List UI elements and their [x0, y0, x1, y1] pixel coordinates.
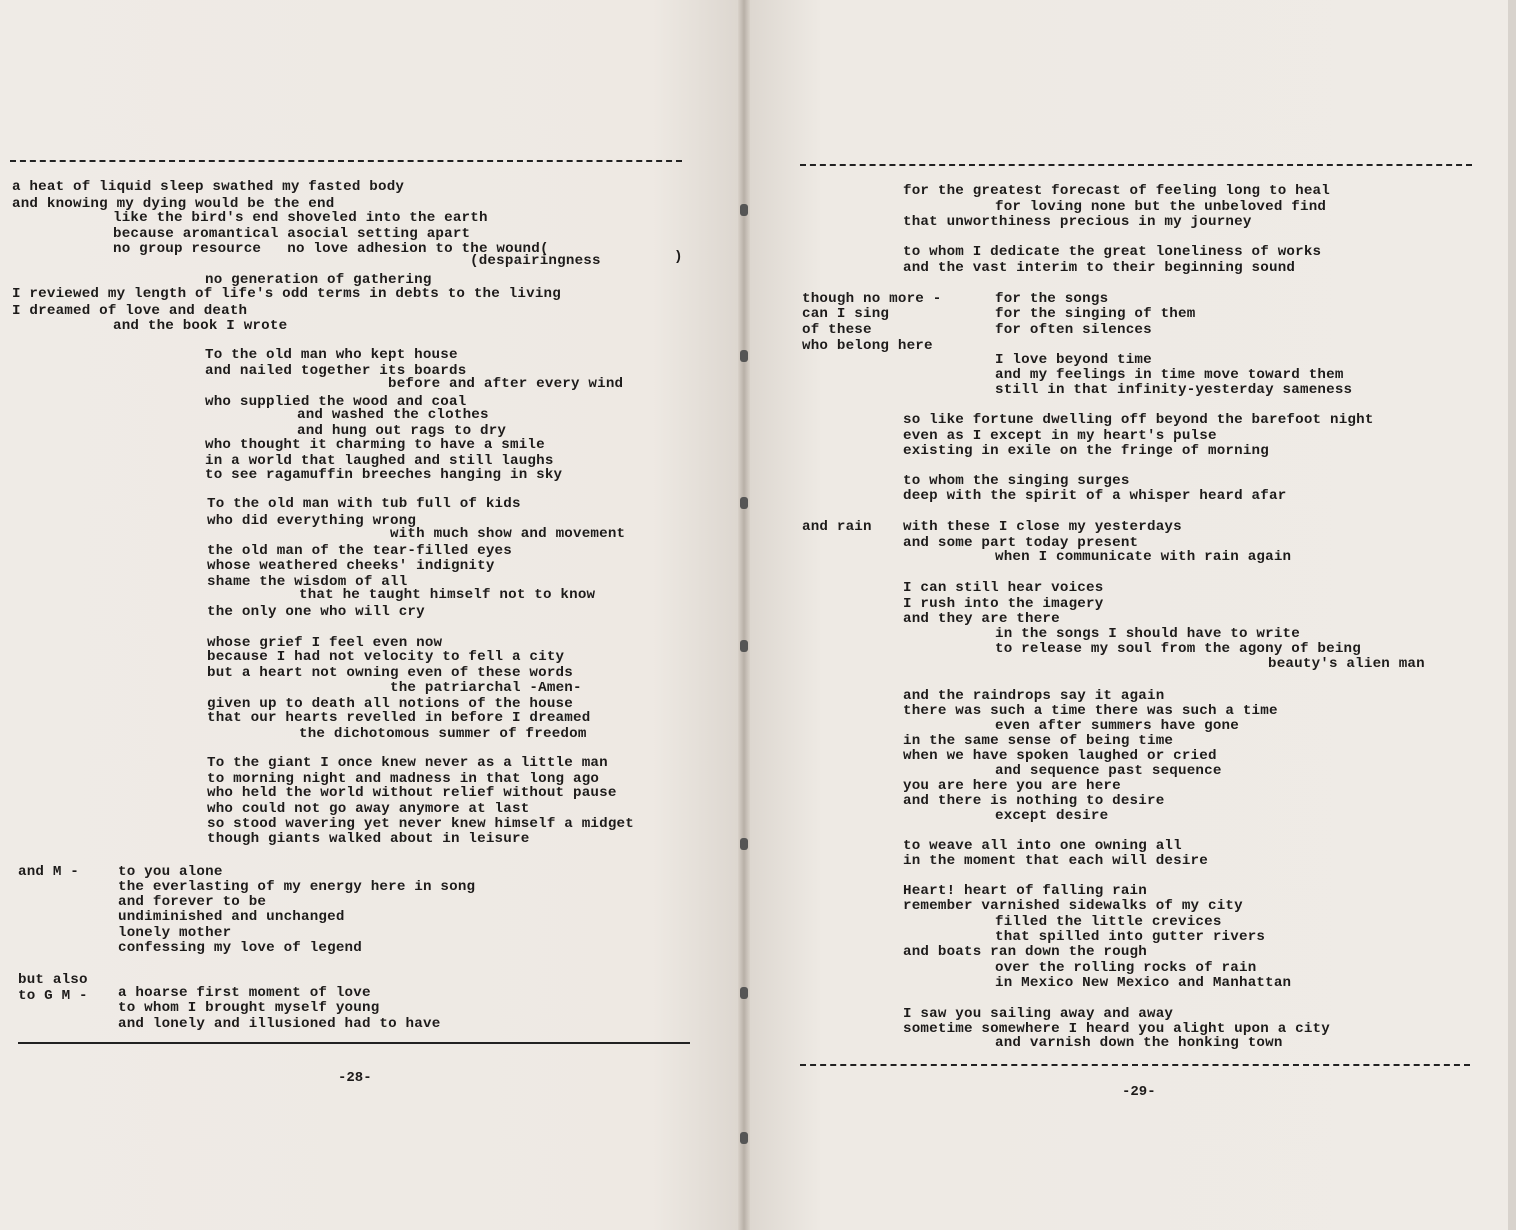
poem-line: that spilled into gutter rivers [995, 929, 1266, 945]
poem-line: but a heart not owning even of these words [207, 665, 573, 681]
poem-line: that our hearts revelled in before I dreamed [207, 710, 591, 726]
poem-line: for loving none but the unbeloved find [995, 199, 1327, 215]
poem-line: to whom the singing surges [903, 473, 1130, 489]
poem-line: I can still hear voices [903, 580, 1104, 596]
poem-line: because I had not velocity to fell a city [207, 649, 565, 665]
poem-line: I reviewed my length of life's odd terms in debts to the living [12, 286, 561, 302]
binding-stitch [740, 838, 748, 850]
poem-line: because aromantical asocial setting apart [113, 226, 471, 242]
poem-line: in the moment that each will desire [903, 853, 1208, 869]
poem-line: a heat of liquid sleep swathed my fasted body [12, 179, 405, 195]
poem-line: in the same sense of being time [903, 733, 1174, 749]
poem-line: deep with the spirit of a whisper heard afar [903, 488, 1287, 504]
poem-line: for the singing of them [995, 306, 1196, 322]
poem-line: To the old man with tub full of kids [207, 496, 521, 512]
poem-line: to weave all into one owning all [903, 838, 1182, 854]
poem-line: who could not go away anymore at last [207, 801, 530, 817]
poem-line: in a world that laughed and still laughs [205, 453, 554, 469]
poem-line: who belong here [802, 338, 933, 354]
poem-line: and boats ran down the rough [903, 944, 1147, 960]
poem-line: in the songs I should have to write [995, 626, 1300, 642]
poem-line: except desire [995, 808, 1109, 824]
poem-line: of these [802, 322, 872, 338]
page-edge [1508, 0, 1516, 1230]
poem-line: ) [674, 249, 683, 265]
poem-line: existing in exile on the fringe of morning [903, 443, 1269, 459]
poem-line: whose weathered cheeks' indignity [207, 558, 495, 574]
poem-line: before and after every wind [388, 376, 624, 392]
poem-line: and rain [802, 519, 872, 535]
page-number: -29- [1122, 1084, 1156, 1100]
poem-line: for often silences [995, 322, 1152, 338]
poem-line: over the rolling rocks of rain [995, 960, 1257, 976]
poem-line: and forever to be [118, 894, 267, 910]
poem-line: who supplied the wood and coal [205, 394, 467, 410]
poem-line: filled the little crevices [995, 914, 1222, 930]
dedication-label: and M - [18, 864, 79, 880]
poem-line: so like fortune dwelling off beyond the barefoot night [903, 412, 1374, 428]
poem-line: To the giant I once knew never as a little man [207, 755, 608, 771]
poem-line: I dreamed of love and death [12, 303, 248, 319]
poem-line: confessing my love of legend [118, 940, 362, 956]
poem-line: lonely mother [118, 925, 232, 941]
bottom-rule-left [18, 1042, 690, 1044]
poem-line: for the greatest forecast of feeling long to heal [903, 183, 1330, 199]
poem-line: the only one who will cry [207, 604, 425, 620]
poem-line: and my feelings in time move toward them [995, 367, 1344, 383]
poem-line: in Mexico New Mexico and Manhattan [995, 975, 1292, 991]
poem-line: like the bird's end shoveled into the earth [113, 210, 488, 226]
poem-line: Heart! heart of falling rain [903, 883, 1147, 899]
poem-line: sometime somewhere I heard you alight upon a city [903, 1021, 1330, 1037]
dedication-label: to G M - [18, 988, 88, 1004]
poem-line: no group resource no love adhesion to the wound( [113, 241, 549, 257]
bottom-rule-right [800, 1064, 1470, 1066]
binding-stitch [740, 987, 748, 999]
poem-line: to morning night and madness in that long ago [207, 771, 600, 787]
binding-stitch [740, 497, 748, 509]
poem-line: no generation of gathering [205, 272, 432, 288]
poem-line: I saw you sailing away and away [903, 1006, 1174, 1022]
poem-line: and the raindrops say it again [903, 688, 1165, 704]
poem-line: who thought it charming to have a smile [205, 437, 545, 453]
book-gutter [738, 0, 750, 1230]
poem-line: to you alone [118, 864, 223, 880]
poem-line: and nailed together its boards [205, 363, 467, 379]
poem-line: who held the world without relief without pause [207, 785, 617, 801]
poem-line: that unworthiness precious in my journey [903, 214, 1252, 230]
poem-line: with much show and movement [390, 526, 626, 542]
poem-line: the patriarchal -Amen- [390, 680, 582, 696]
poem-line: and sequence past sequence [995, 763, 1222, 779]
poem-line: the old man of the tear-filled eyes [207, 543, 512, 559]
poem-line: given up to death all notions of the house [207, 696, 573, 712]
poem-line: and the vast interim to their beginning sound [903, 260, 1296, 276]
poem-line: the everlasting of my energy here in song [118, 879, 476, 895]
poem-line: when I communicate with rain again [995, 549, 1292, 565]
poem-line: you are here you are here [903, 778, 1121, 794]
top-rule-right [800, 164, 1472, 166]
poem-line: remember varnished sidewalks of my city [903, 898, 1243, 914]
poem-line: to whom I dedicate the great loneliness of works [903, 244, 1322, 260]
poem-line: beauty's alien man [1268, 656, 1425, 672]
poem-line: for the songs [995, 291, 1109, 307]
poem-line: I love beyond time [995, 352, 1152, 368]
poem-line: I rush into the imagery [903, 596, 1104, 612]
poem-line: to whom I brought myself young [118, 1000, 380, 1016]
poem-line: still in that infinity-yesterday sameness [995, 382, 1353, 398]
binding-stitch [740, 1132, 748, 1144]
poem-line: and there is nothing to desire [903, 793, 1165, 809]
poem-line: a hoarse first moment of love [118, 985, 371, 1001]
poem-line: there was such a time there was such a time [903, 703, 1278, 719]
poem-line: who did everything wrong [207, 513, 417, 529]
poem-line: even as I except in my heart's pulse [903, 428, 1217, 444]
poem-line: so stood wavering yet never knew himself a midget [207, 816, 634, 832]
poem-line: the dichotomous summer of freedom [299, 726, 587, 742]
binding-stitch [740, 640, 748, 652]
poem-line: and washed the clothes [297, 407, 489, 423]
poem-line: to see ragamuffin breeches hanging in sky [205, 467, 563, 483]
poem-line: and lonely and illusioned had to have [118, 1016, 441, 1032]
poem-line: (despairingness [470, 253, 601, 269]
poem-line: and some part today present [903, 535, 1139, 551]
poem-line: undiminished and unchanged [118, 909, 345, 925]
poem-line: and varnish down the honking town [995, 1035, 1283, 1051]
poem-line: and knowing my dying would be the end [12, 196, 335, 212]
poem-line: shame the wisdom of all [207, 574, 408, 590]
dedication-label: but also [18, 972, 88, 988]
poem-line: to release my soul from the agony of being [995, 641, 1361, 657]
top-rule-left [10, 160, 682, 162]
binding-stitch [740, 204, 748, 216]
poem-line: that he taught himself not to know [299, 587, 596, 603]
binding-stitch [740, 350, 748, 362]
poem-line: with these I close my yesterdays [903, 519, 1182, 535]
poem-line: though no more - [802, 291, 942, 307]
poem-line: whose grief I feel even now [207, 635, 443, 651]
page-number: -28- [338, 1070, 372, 1086]
poem-line: and the book I wrote [113, 318, 288, 334]
poem-line: when we have spoken laughed or cried [903, 748, 1217, 764]
poem-line: To the old man who kept house [205, 347, 458, 363]
poem-line: and hung out rags to dry [297, 423, 507, 439]
poem-line: though giants walked about in leisure [207, 831, 530, 847]
poem-line: even after summers have gone [995, 718, 1239, 734]
poem-line: can I sing [802, 306, 890, 322]
poem-line: and they are there [903, 611, 1060, 627]
